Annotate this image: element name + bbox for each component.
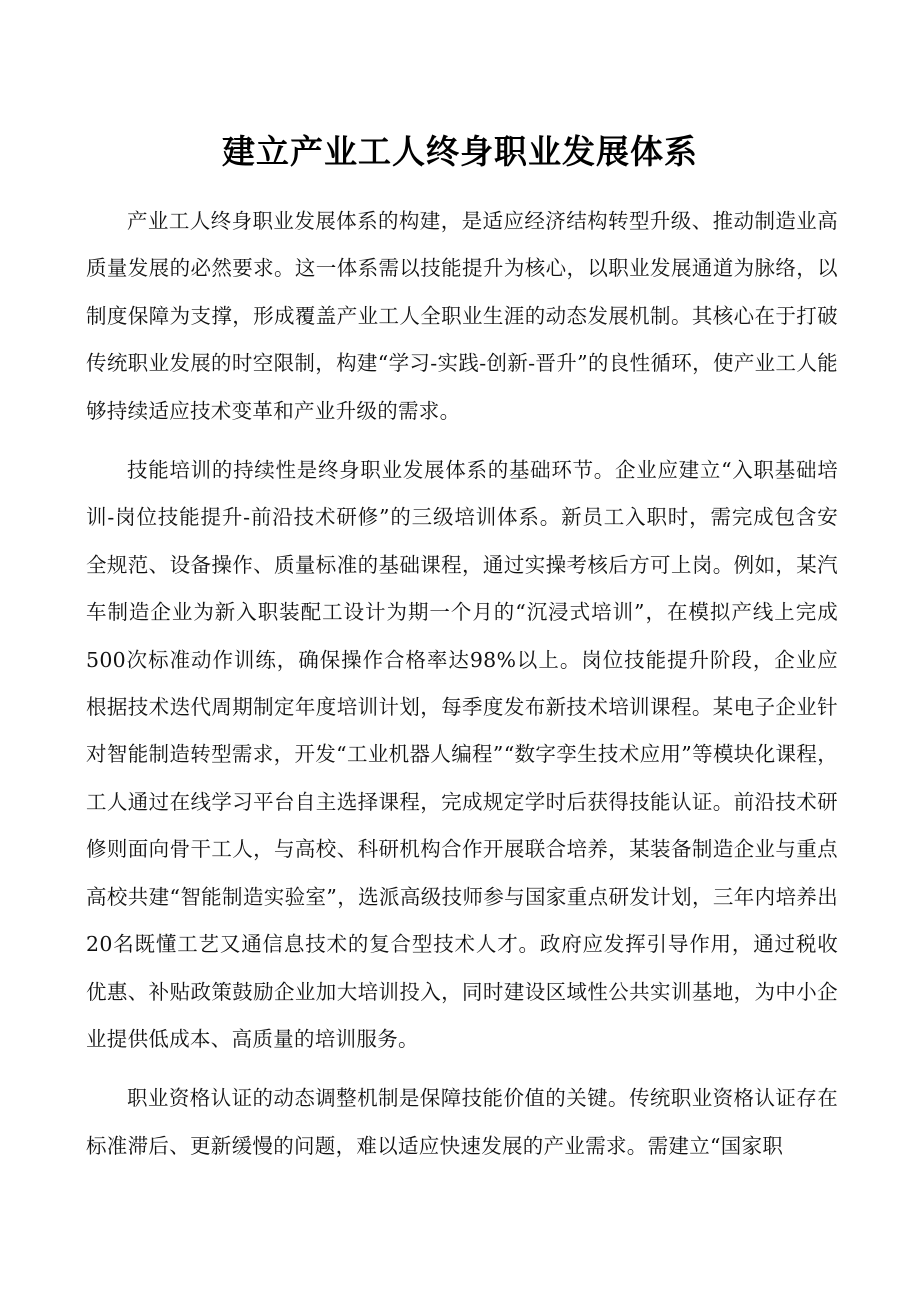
document-title: 建立产业工人终身职业发展体系 <box>222 132 698 171</box>
paragraph-skills-training: 技能培训的持续性是终身职业发展体系的基础环节。企业应建立“入职基础培训-岗位技能提升-前沿技术研修”的三级培训体系。新员工入职时，需完成包含安全规范、设备操作、质量标准的基础课程，通过实操考核后方可上岗。例如，某汽车制造企业为新入职装配工设计为期一个月的“沉浸式培训”，在模拟产线上完成500次标准动作训练，确保操作合格率达98%以上。岗位技能提升阶段，企业应根据技术迭代周期制定年度培训计划，每季度发布新技术培训课程。某电子企业针对智能制造转型需求，开发“工业机器人编程”“数字孪生技术应用”等模块化课程，工人通过在线学习平台自主选择课程，完成规定学时后获得技能认证。前沿技术研修则面向骨干工人，与高校、科研机构合作开展联合培养，某装备制造企业与重点高校共建“智能制造实验室”，选派高级技师参与国家重点研发计划，三年内培养出20名既懂工艺又通信息技术的复合型技术人才。政府应发挥引导作用，通过税收优惠、补贴政策鼓励企业加大培训投入，同时建设区域性公共实训基地，为中小企业提供低成本、高质量的培训服务。 <box>86 458 838 1051</box>
paragraph-certification: 职业资格认证的动态调整机制是保障技能价值的关键。传统职业资格认证存在标准滞后、更新缓慢的问题，难以适应快速发展的产业需求。需建立“国家职 <box>86 1086 838 1158</box>
paragraph-intro: 产业工人终身职业发展体系的构建，是适应经济结构转型升级、推动制造业高质量发展的必然要求。这一体系需以技能提升为核心，以职业发展通道为脉络，以制度保障为支撑，形成覆盖产业工人全职业生涯的动态发展机制。其核心在于打破传统职业发展的时空限制，构建“学习-实践-创新-晋升”的良性循环，使产业工人能够持续适应技术变革和产业升级的需求。 <box>86 209 838 423</box>
document-body <box>86 198 838 1182</box>
